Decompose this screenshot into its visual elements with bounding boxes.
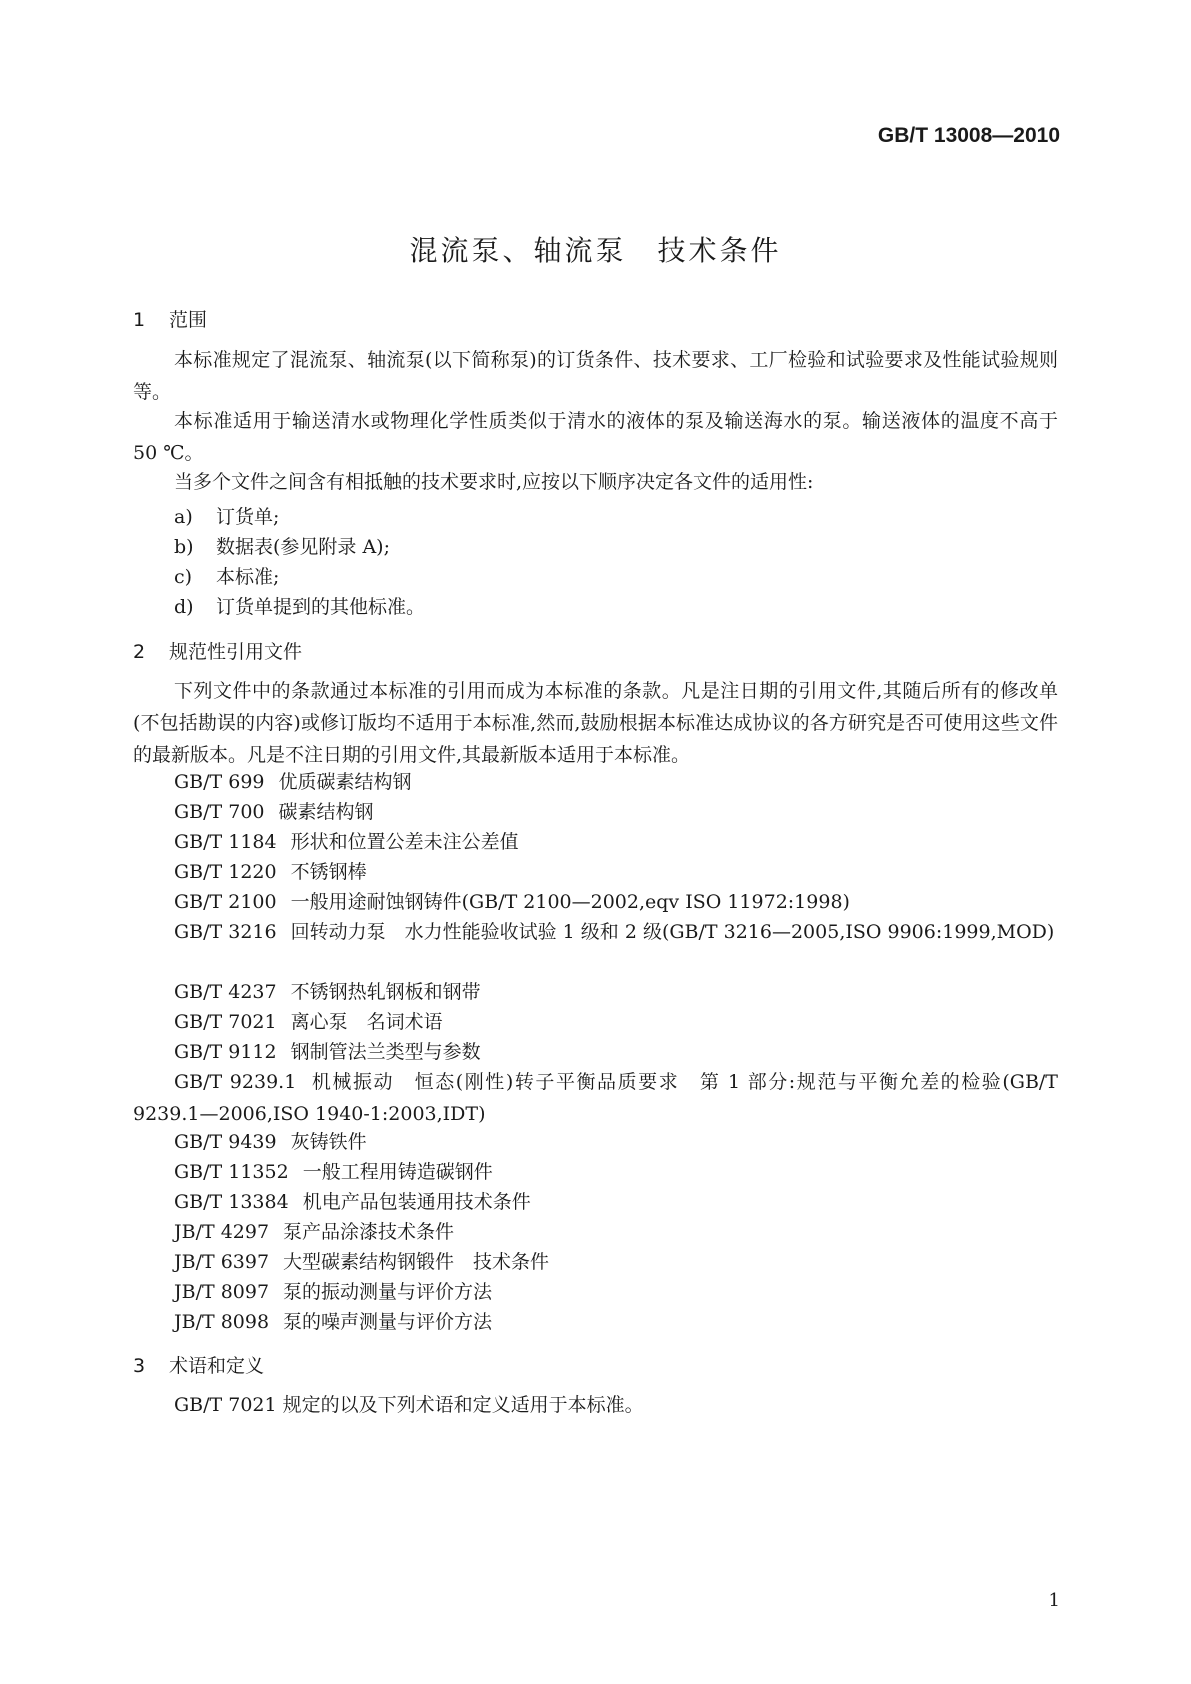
reference-item [174,856,367,888]
reference-item [174,1036,481,1068]
paragraph: 本标准适用于输送清水或物理化学性质类似于清水的液体的泵及输送海水的泵。输送液体的温度不高于 50 ℃。 [133,410,1058,464]
reference-item [174,796,374,828]
reference-title: 不锈钢棒 [290,861,367,883]
section-2-heading [133,637,302,664]
reference-title: 不锈钢热轧钢板和钢带 [290,981,481,1003]
section-3-heading [133,1351,264,1378]
reference-title: 钢制管法兰类型与参数 [290,1041,481,1063]
reference-title: 机械振动 恒态(刚性)转子平衡品质要求 第 1 部分:规范与平衡允差的检验(GB/T 9239.1—2006,ISO 1940-1:2003,IDT) [133,1071,1058,1125]
list-item [174,562,279,589]
paragraph: 本标准规定了混流泵、轴流泵(以下简称泵)的订货条件、技术要求、工厂检验和试验要求及性能试验规则等。 [133,349,1058,403]
section-title: 规范性引用文件 [169,641,303,663]
reference-item [133,1066,1058,1130]
reference-title: 离心泵 名词术语 [290,1011,443,1033]
reference-code: GB/T 1184 [174,831,277,853]
section-1-heading [133,305,207,332]
reference-item [174,886,850,918]
section-number: 3 [133,1355,146,1377]
reference-item [174,826,519,858]
reference-item [174,1216,454,1248]
reference-title: 一般用途耐蚀钢铸件(GB/T 2100—2002,eqv ISO 11972:1998) [290,891,850,913]
reference-code: JB/T 6397 [174,1251,270,1273]
list-item [174,532,390,559]
list-label: d) [174,596,194,618]
reference-code: JB/T 8098 [174,1311,270,1333]
list-label: a) [174,506,193,528]
reference-title: 回转动力泵 水力性能验收试验 1 级和 2 级(GB/T 3216—2005,ISO 9906:1999,MOD) [290,921,1055,943]
section-title: 范围 [169,309,208,331]
reference-title: 泵产品涂漆技术条件 [283,1221,455,1243]
reference-title: 泵的振动测量与评价方法 [283,1281,493,1303]
reference-code: GB/T 3216 [174,921,277,943]
page-number: 1 [1048,1590,1060,1611]
reference-code: JB/T 4297 [174,1221,270,1243]
section-number: 2 [133,641,146,663]
reference-item [133,916,1058,948]
reference-title: 灰铸铁件 [290,1131,367,1153]
reference-item [174,1276,492,1308]
paragraph: 当多个文件之间含有相抵触的技术要求时,应按以下顺序决定各文件的适用性: [174,471,814,493]
section-number: 1 [133,309,146,331]
reference-title: 形状和位置公差未注公差值 [290,831,519,853]
reference-item [174,1126,367,1158]
reference-item [174,1006,443,1038]
list-item [174,502,279,529]
list-text: 订货单; [216,506,280,528]
reference-title: 泵的噪声测量与评价方法 [283,1311,493,1333]
reference-code: GB/T 1220 [174,861,277,883]
reference-item [174,1246,549,1278]
list-label: b) [174,536,194,558]
reference-code: GB/T 11352 [174,1161,289,1183]
reference-title: 碳素结构钢 [278,801,374,823]
list-text: 订货单提到的其他标准。 [216,596,426,618]
reference-title: 优质碳素结构钢 [278,771,412,793]
section-title: 术语和定义 [169,1355,265,1377]
reference-item [174,1186,531,1218]
reference-code: GB/T 9439 [174,1131,277,1153]
reference-code: GB/T 700 [174,801,265,823]
reference-code: GB/T 9239.1 [174,1071,297,1093]
paragraph: 下列文件中的条款通过本标准的引用而成为本标准的条款。凡是注日期的引用文件,其随后所有的修改单(不包括勘误的内容)或修订版均不适用于本标准,然而,鼓励根据本标准达成协议的各方研究是否可使用这些文件的最新版本。凡是不注日期的引用文件,其最新版本适用于本标准。 [133,680,1058,766]
reference-code: GB/T 699 [174,771,265,793]
reference-title: 机电产品包装通用技术条件 [302,1191,531,1213]
reference-title: 大型碳素结构钢锻件 技术条件 [283,1251,550,1273]
paragraph: GB/T 7021 规定的以及下列术语和定义适用于本标准。 [174,1394,644,1416]
reference-code: GB/T 13384 [174,1191,289,1213]
standard-code: GB/T 13008—2010 [877,124,1060,147]
reference-item [174,1156,493,1188]
reference-code: GB/T 2100 [174,891,277,913]
reference-code: GB/T 9112 [174,1041,277,1063]
reference-code: JB/T 8097 [174,1281,270,1303]
list-label: c) [174,566,193,588]
list-item [174,592,425,619]
document-title: 混流泵、轴流泵 技术条件 [409,234,782,267]
reference-item [174,976,481,1008]
list-text: 本标准; [216,566,280,588]
reference-item [174,1306,492,1338]
reference-code: GB/T 7021 [174,1011,277,1033]
list-text: 数据表(参见附录 A); [216,536,390,558]
reference-item [174,766,412,798]
reference-title: 一般工程用铸造碳钢件 [302,1161,493,1183]
reference-code: GB/T 4237 [174,981,277,1003]
